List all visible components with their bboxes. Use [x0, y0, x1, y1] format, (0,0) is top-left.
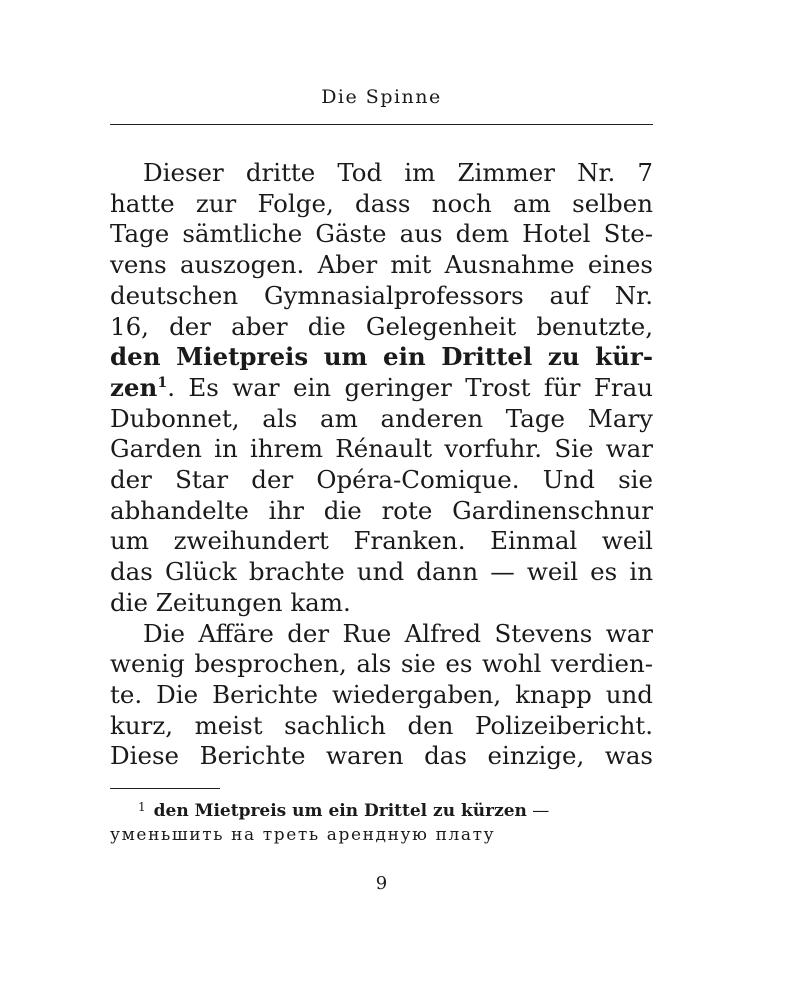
footnote-dash: —: [526, 801, 550, 821]
body-text: [110, 158, 653, 772]
text-line: Die Affäre der Rue Alfred Stevens war: [143, 618, 653, 648]
text-line: Tage sämtliche Gäste aus dem Hotel Ste-: [110, 219, 653, 249]
text-line: um zweihundert Franken. Einmal weil: [110, 526, 653, 556]
text-line: Dubonnet, als am anderen Tage Mary: [110, 403, 653, 433]
text-line: vens auszogen. Aber mit Ausnahme eines: [110, 250, 653, 280]
text-line: [110, 373, 653, 404]
running-title: Die Spinne: [321, 86, 442, 108]
footnote-marker[interactable]: 1: [157, 374, 168, 391]
text-line-rest: . Es war ein geringer Trost für Frau: [167, 372, 653, 402]
text-line: die Zeitungen kam.: [110, 587, 351, 617]
text-line: der Star der Opéra-Comique. Und sie: [110, 465, 653, 495]
text-line-bold: [110, 342, 653, 373]
header-rule: [110, 124, 653, 125]
footnote-rule: [110, 788, 220, 789]
text-line: 16, der aber die Gelegenheit benutzte,: [110, 311, 653, 341]
bold-phrase-end: zen: [110, 372, 158, 402]
page-number: 9: [375, 873, 388, 894]
text-line: kurz, meist sachlich den Polizeibericht.: [110, 710, 653, 740]
footnote-number: 1: [138, 800, 146, 814]
text-line: abhandelte ihr die rote Gardinenschnur: [110, 495, 653, 525]
footnote: [110, 795, 653, 847]
text-line: Garden in ihrem Rénault vorfuhr. Sie war: [110, 434, 653, 464]
text-line: deutschen Gymnasialprofessors auf Nr.: [110, 280, 653, 310]
bold-phrase-part: den Mietpreis um ein Drittel zu kür-: [110, 342, 653, 372]
text-line: das Glück brachte und dann — weil es in: [110, 557, 653, 587]
footnote-term: den Mietpreis um ein Drittel zu kürzen: [153, 801, 527, 821]
text-line: Diese Berichte waren das einzige, was: [110, 741, 653, 771]
text-line: te. Die Berichte wiedergaben, knapp und: [110, 679, 653, 709]
text-line: wenig besprochen, als sie es wohl verdien-: [110, 649, 653, 679]
footnote-translation: уменьшить на треть арендную плату: [110, 825, 496, 845]
text-line: Dieser dritte Tod im Zimmer Nr. 7: [143, 158, 653, 187]
text-line: hatte zur Folge, dass noch am selben: [110, 188, 653, 218]
